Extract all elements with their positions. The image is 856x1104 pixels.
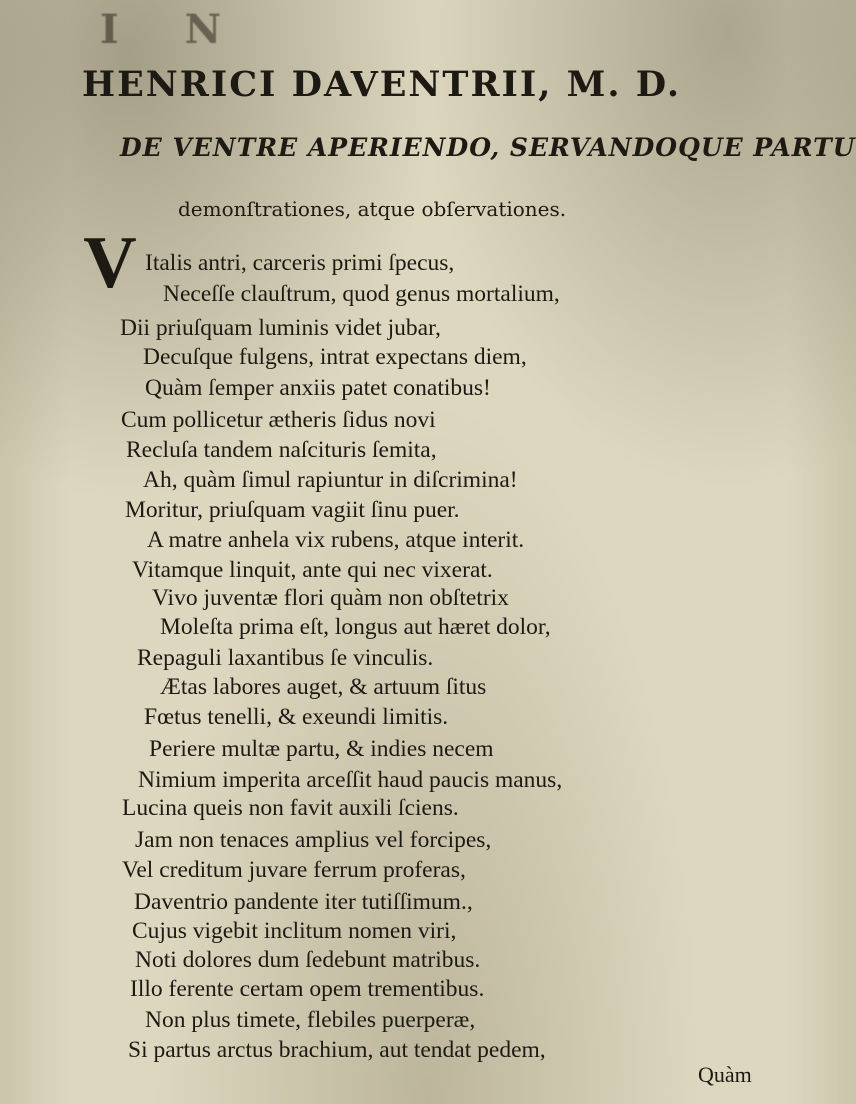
verse-line: Ah, quàm ſimul rapiuntur in diſcrimina! [143, 467, 518, 493]
verse-line: Illo ferente certam opem trementibus. [130, 976, 485, 1002]
cropped-top-line: I N [100, 6, 248, 53]
verse-line: Vivo juventæ flori quàm non obſtetrix [152, 585, 509, 611]
verse-line: Lucina queis non favit auxili ſciens. [122, 795, 459, 821]
verse-line: Neceſſe clauſtrum, quod genus mortalium, [163, 281, 560, 307]
verse-line: A matre anhela vix rubens, atque interit. [147, 527, 525, 553]
verse-line: Recluſa tandem naſcituris ſemita, [126, 437, 437, 463]
drop-cap-initial: V [83, 222, 137, 304]
verse-line: Vel creditum juvare ferrum proferas, [122, 857, 466, 883]
verse-line: Nimium imperita arceſſit haud paucis manus, [138, 767, 563, 793]
verse-line: Decuſque fulgens, intrat expectans diem, [143, 344, 527, 370]
subheading: DE VENTRE APERIENDO, SERVANDOQUE PARTU [120, 133, 856, 162]
verse-line: Daventrio pandente iter tutiſſimum., [134, 889, 473, 915]
verse-line: Si partus arctus brachium, aut tendat pedem, [128, 1037, 546, 1063]
verse-line: Jam non tenaces amplius vel forcipes, [135, 827, 492, 853]
verse-line: Repaguli laxantibus ſe vinculis. [137, 645, 434, 671]
verse-line: Periere multæ partu, & indies necem [149, 736, 494, 762]
running-head: HENRICI DAVENTRII, M. D. [82, 64, 682, 105]
verse-line: Italis antri, carceris primi ſpecus, [145, 250, 455, 276]
verse-line: Non plus timete, flebiles puerperæ, [145, 1007, 476, 1033]
verse-line: Noti dolores dum ſedebunt matribus. [135, 947, 481, 973]
verse-line: Ætas labores auget, & artuum ſitus [160, 674, 487, 700]
verse-line: Cum pollicetur ætheris ſidus novi [121, 407, 436, 433]
verse-line: Moleſta prima eſt, longus aut hæret dolor, [160, 614, 551, 640]
verse-line: Cujus vigebit inclitum nomen viri, [132, 918, 457, 944]
verse-line: Fœtus tenelli, & exeundi limitis. [144, 704, 449, 730]
verse-line: Dii priuſquam luminis videt jubar, [120, 315, 441, 341]
verse-line: Moritur, priuſquam vagiit ſinu puer. [125, 497, 460, 523]
heading-tail: demonſtrationes, atque obſervationes. [178, 197, 567, 221]
catchword: Quàm [698, 1062, 752, 1087]
verse-line: Vitamque linquit, ante qui nec vixerat. [132, 557, 493, 583]
verse-line: Quàm ſemper anxiis patet conatibus! [145, 375, 491, 401]
